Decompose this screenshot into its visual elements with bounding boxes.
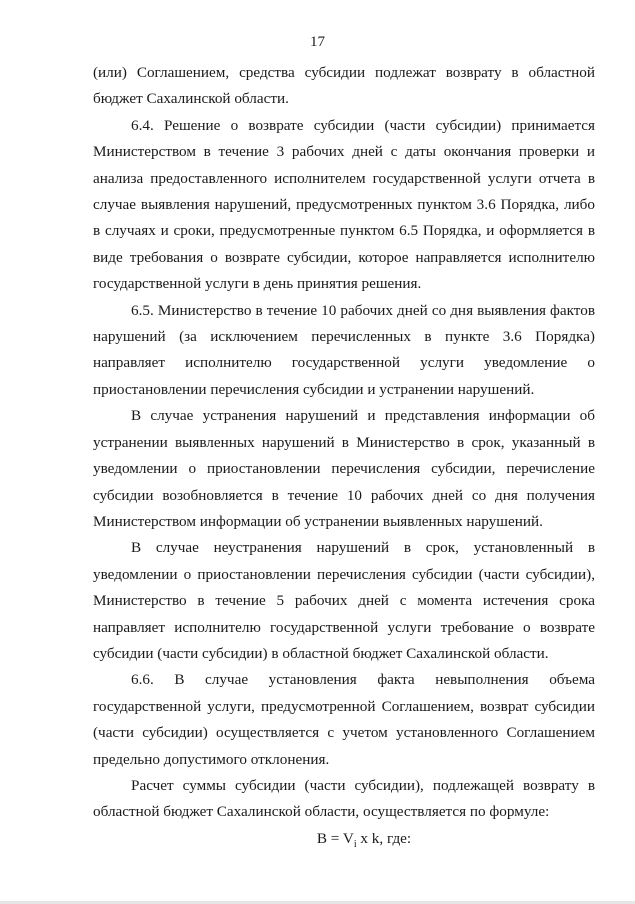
- paragraph-6-4: 6.4. Решение о возврате субсидии (части субсидии) принимается Министерством в течение 3 рабочих дней с даты окончания проверки и анализа предоставленного исполнителем государственной услуги отчета в случае выявления нарушений, предусмотренных пунктом 3.6 Порядка, либо в случаях и сроки, предусмотренные пунктом 6.5 Порядка, и оформляется в виде требования о возврате субсидии, которое направляется исполнителю государственной услуги в день принятия решения.: [93, 116, 595, 293]
- page-number: 17: [310, 34, 325, 50]
- paragraph-6-5: 6.5. Министерство в течение 10 рабочих дней со дня выявления фактов нарушений (за исключением перечисленных в пункте 3.6 Порядка) направляет исполнителю государственной услуги уведомление о приостановлении перечисления субсидии и устранении нарушений.: [93, 301, 595, 398]
- formula-subscript: i: [353, 838, 357, 850]
- formula-rhs: x k, где:: [356, 829, 412, 847]
- paragraph-continuation: (или) Соглашением, средства субсидии подлежат возврату в областной бюджет Сахалинской области.: [93, 64, 595, 108]
- paragraph-non-elimination: В случае неустранения нарушений в срок, установленный в уведомлении о приостановлении перечисления субсидии (части субсидии), Министерство в течение 5 рабочих дней с момента истечения срока направляет исполнителю государственной услуги требование о возврате субсидии (части субсидии) в областной бюджет Сахалинской области.: [93, 539, 595, 662]
- formula: [93, 826, 595, 852]
- paragraph-calculation: Расчет суммы субсидии (части субсидии), подлежащей возврату в областной бюджет Сахалинской области, осуществляется по формуле:: [93, 776, 595, 821]
- formula-lhs: B = V: [316, 829, 354, 847]
- paragraph-6-6: 6.6. В случае установления факта невыполнения объема государственной услуги, предусмотренной Соглашением, возврат субсидии (части субсидии) осуществляется с учетом установленного Соглашением предельно допустимого отклонения.: [93, 671, 595, 768]
- document-body: [93, 60, 595, 852]
- paragraph-elimination: В случае устранения нарушений и представления информации об устранении выявленных нарушений в Министерство в срок, указанный в уведомлении о приостановлении перечисления субсидии, перечисление субсидии возобновляется в течение 10 рабочих дней со дня получения Министерством информации об устранении выявленных нарушений.: [93, 407, 595, 530]
